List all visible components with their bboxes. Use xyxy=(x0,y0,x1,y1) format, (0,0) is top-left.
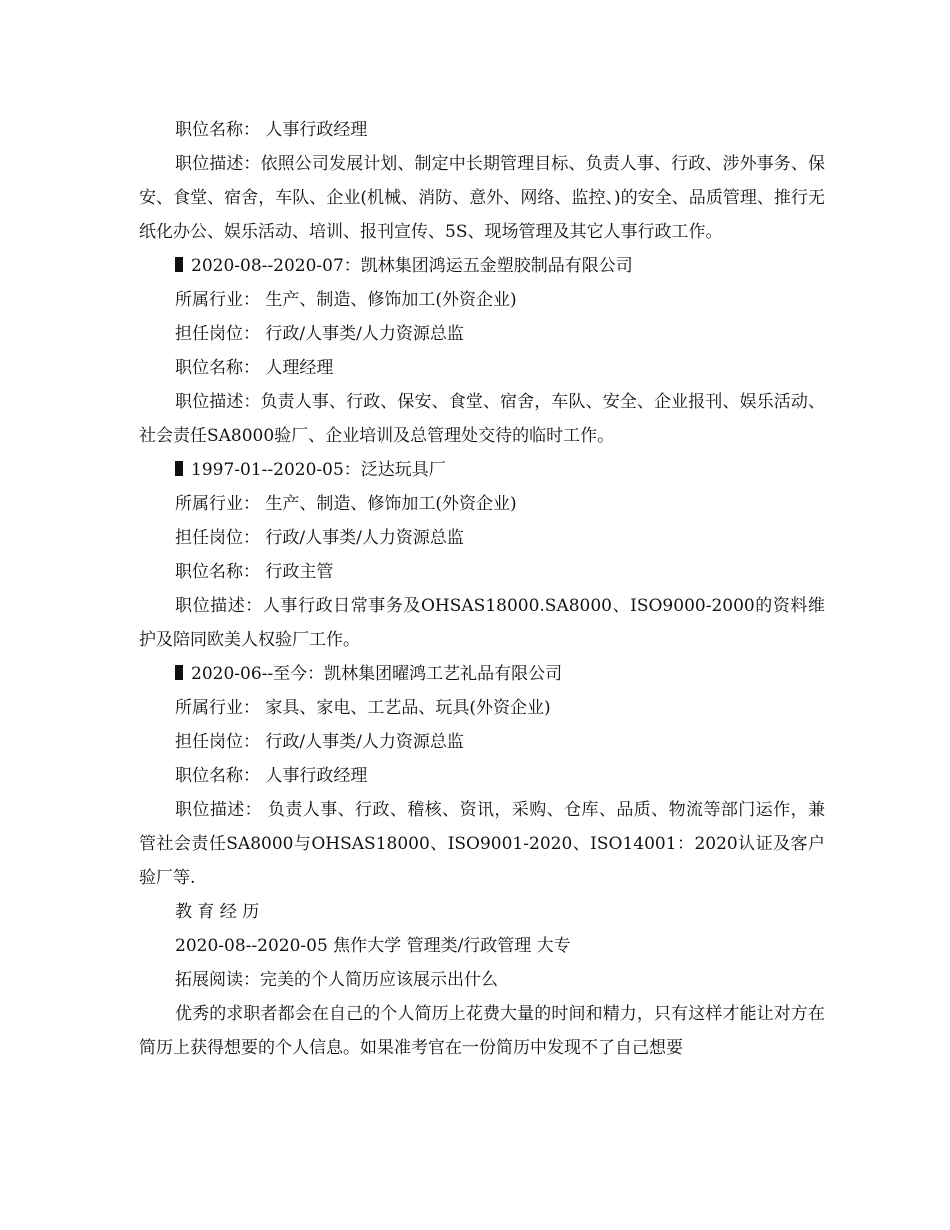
bullet-marker-icon xyxy=(175,665,183,680)
education-entry: 2020-08--2020-05 焦作大学 管理类/行政管理 大专 xyxy=(175,936,571,956)
body-paragraph: 优秀的求职者都会在自己的个人简历上花费大量的时间和精力，只有这样才能让对方在简历上获得想要的个人信息。如果准考官在一份简历中发现不了自己想要 xyxy=(139,1004,825,1058)
document-body xyxy=(139,113,825,1065)
job-description: 职位描述：人事行政日常事务及OHSAS18000.SA8000、ISO9000-2000的资料维护及陪同欧美人权验厂工作。 xyxy=(139,596,825,650)
employment-entry-heading: 1997-01--2020-05：泛达玩具厂 xyxy=(139,453,825,487)
section-heading-education: 教 育 经 历 xyxy=(175,902,260,922)
extended-reading-title: 拓展阅读：完美的个人简历应该展示出什么 xyxy=(175,970,498,990)
job-description: 职位描述：负责人事、行政、保安、食堂、宿舍，车队、安全、企业报刊、娱乐活动、社会责任SA8000验厂、企业培训及总管理处交待的临时工作。 xyxy=(139,392,825,446)
job-description: 职位描述：依照公司发展计划、制定中长期管理目标、负责人事、行政、涉外事务、保安、食堂、宿舍，车队、企业(机械、消防、意外、网络、监控、)的安全、品质管理、推行无纸化办公、娱乐活动、培训、报刊宣传、5S、现场管理及其它人事行政工作。 xyxy=(139,154,825,242)
employment-entry-heading: 2020-08--2020-07：凯林集团鸿运五金塑胶制品有限公司 xyxy=(139,249,825,283)
job-title-line: 职位名称： 人理经理 xyxy=(175,358,334,378)
employment-entry-heading: 2020-06--至今：凯林集团曜鸿工艺礼品有限公司 xyxy=(139,657,825,691)
position-line: 担任岗位： 行政/人事类/人力资源总监 xyxy=(175,324,464,344)
job-title-line: 职位名称： 行政主管 xyxy=(175,562,334,582)
position-line: 担任岗位： 行政/人事类/人力资源总监 xyxy=(175,732,464,752)
industry-line: 所属行业： 生产、制造、修饰加工(外资企业) xyxy=(175,290,517,310)
job-description: 职位描述： 负责人事、行政、稽核、资讯，采购、仓库、品质、物流等部门运作，兼管社会责任SA8000与OHSAS18000、ISO9001-2020、ISO14001：2020认证及客户验厂等. xyxy=(139,800,825,888)
position-line: 担任岗位： 行政/人事类/人力资源总监 xyxy=(175,528,464,548)
job-title-line: 职位名称： 人事行政经理 xyxy=(175,120,368,140)
job-title-line: 职位名称： 人事行政经理 xyxy=(175,766,368,786)
industry-line: 所属行业： 家具、家电、工艺品、玩具(外资企业) xyxy=(175,698,551,718)
industry-line: 所属行业： 生产、制造、修饰加工(外资企业) xyxy=(175,494,517,514)
bullet-marker-icon xyxy=(175,461,183,476)
bullet-marker-icon xyxy=(175,257,183,272)
